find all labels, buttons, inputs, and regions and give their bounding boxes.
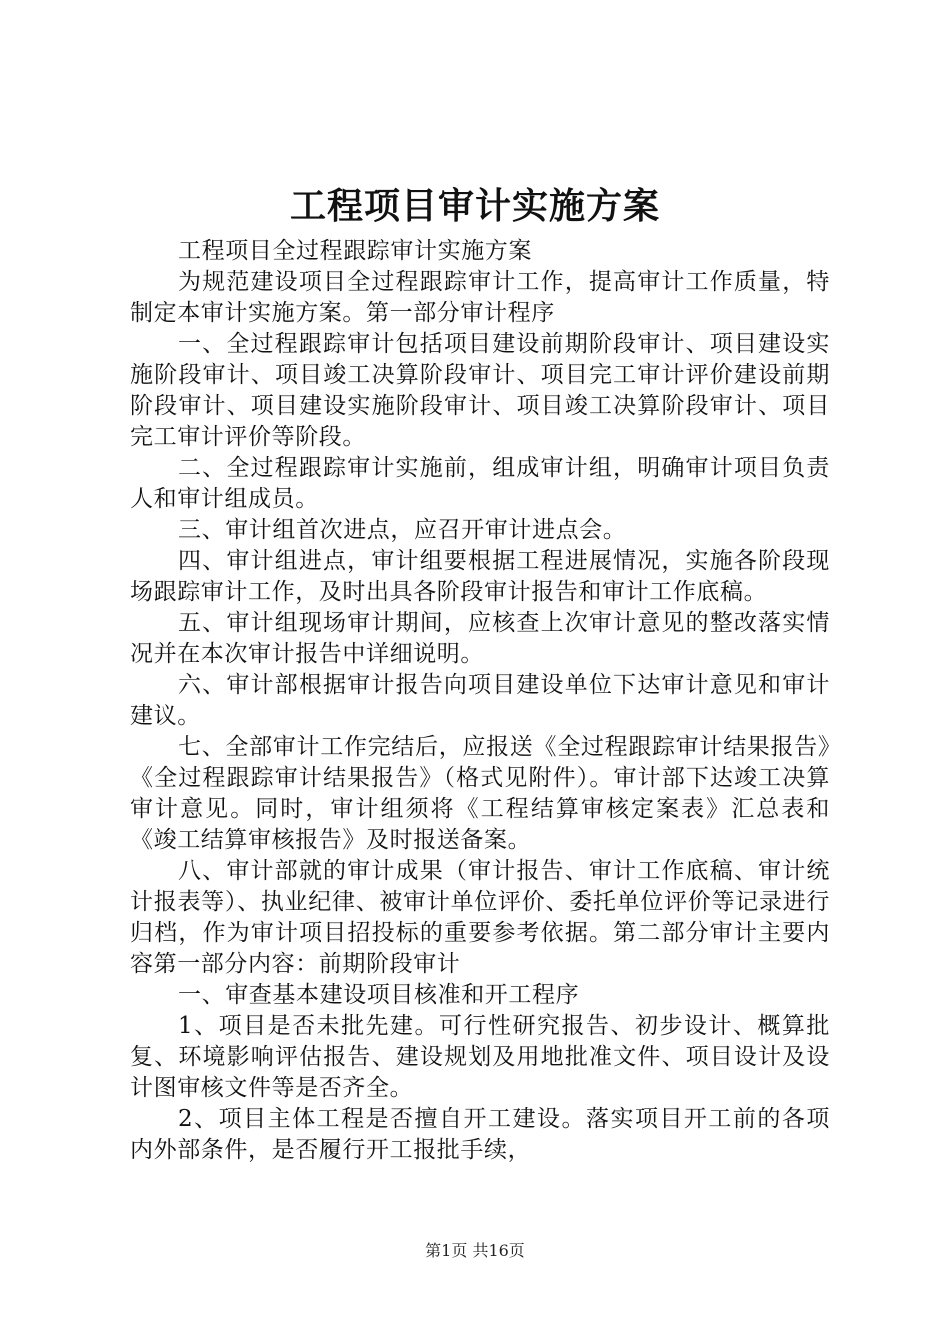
paragraph-item-5: 五、审计组现场审计期间，应核查上次审计意见的整改落实情况并在本次审计报告中详细说明。 <box>130 610 830 667</box>
paragraph-section-heading: 一、审查基本建设项目核准和开工程序 <box>178 982 580 1008</box>
paragraph-item-4: 四、审计组进点，审计组要根据工程进展情况，实施各阶段现场跟踪审计工作，及时出具各阶段审计报告和审计工作底稿。 <box>130 548 830 605</box>
paragraph-item-6: 六、审计部根据审计报告向项目建设单位下达审计意见和审计建议。 <box>130 672 830 729</box>
paragraph-point-1: 1、项目是否未批先建。可行性研究报告、初步设计、概算批复、环境影响评估报告、建设规划及用地批准文件、项目设计及设计图审核文件等是否齐全。 <box>130 1013 830 1101</box>
paragraph-item-2: 二、全过程跟踪审计实施前，组成审计组，明确审计项目负责人和审计组成员。 <box>130 455 830 512</box>
paragraph-item-8: 八、审计部就的审计成果（审计报告、审计工作底稿、审计统计报表等）、执业纪律、被审计单位评价、委托单位评价等记录进行归档，作为审计项目招投标的重要参考依据。第二部分审计主要内容第一部分内容：前期阶段审计 <box>130 858 830 977</box>
document-title: 工程项目审计实施方案 <box>289 186 660 227</box>
paragraph-point-2: 2、项目主体工程是否擅自开工建设。落实项目开工前的各项内外部条件，是否履行开工报批手续， <box>130 1106 830 1163</box>
page-number-footer: 第1页 共16页 <box>425 1241 525 1260</box>
paragraph-intro: 为规范建设项目全过程跟踪审计工作，提高审计工作质量，特制定本审计实施方案。第一部分审计程序 <box>130 269 830 326</box>
document-body <box>130 236 830 1166</box>
paragraph-item-3: 三、审计组首次进点，应召开审计进点会。 <box>178 517 627 543</box>
paragraph-item-1: 一、全过程跟踪审计包括项目建设前期阶段审计、项目建设实施阶段审计、项目竣工决算阶段审计、项目完工审计评价建设前期阶段审计、项目建设实施阶段审计、项目竣工决算阶段审计、项目完工审计评价等阶段。 <box>130 331 830 450</box>
paragraph-item-7: 七、全部审计工作完结后，应报送《全过程跟踪审计结果报告》《全过程跟踪审计结果报告》（格式见附件）。审计部下达竣工决算审计意见。同时，审计组须将《工程结算审核定案表》汇总表和《竣工结算审核报告》及时报送备案。 <box>130 734 830 853</box>
paragraph-subtitle: 工程项目全过程跟踪审计实施方案 <box>178 238 532 264</box>
